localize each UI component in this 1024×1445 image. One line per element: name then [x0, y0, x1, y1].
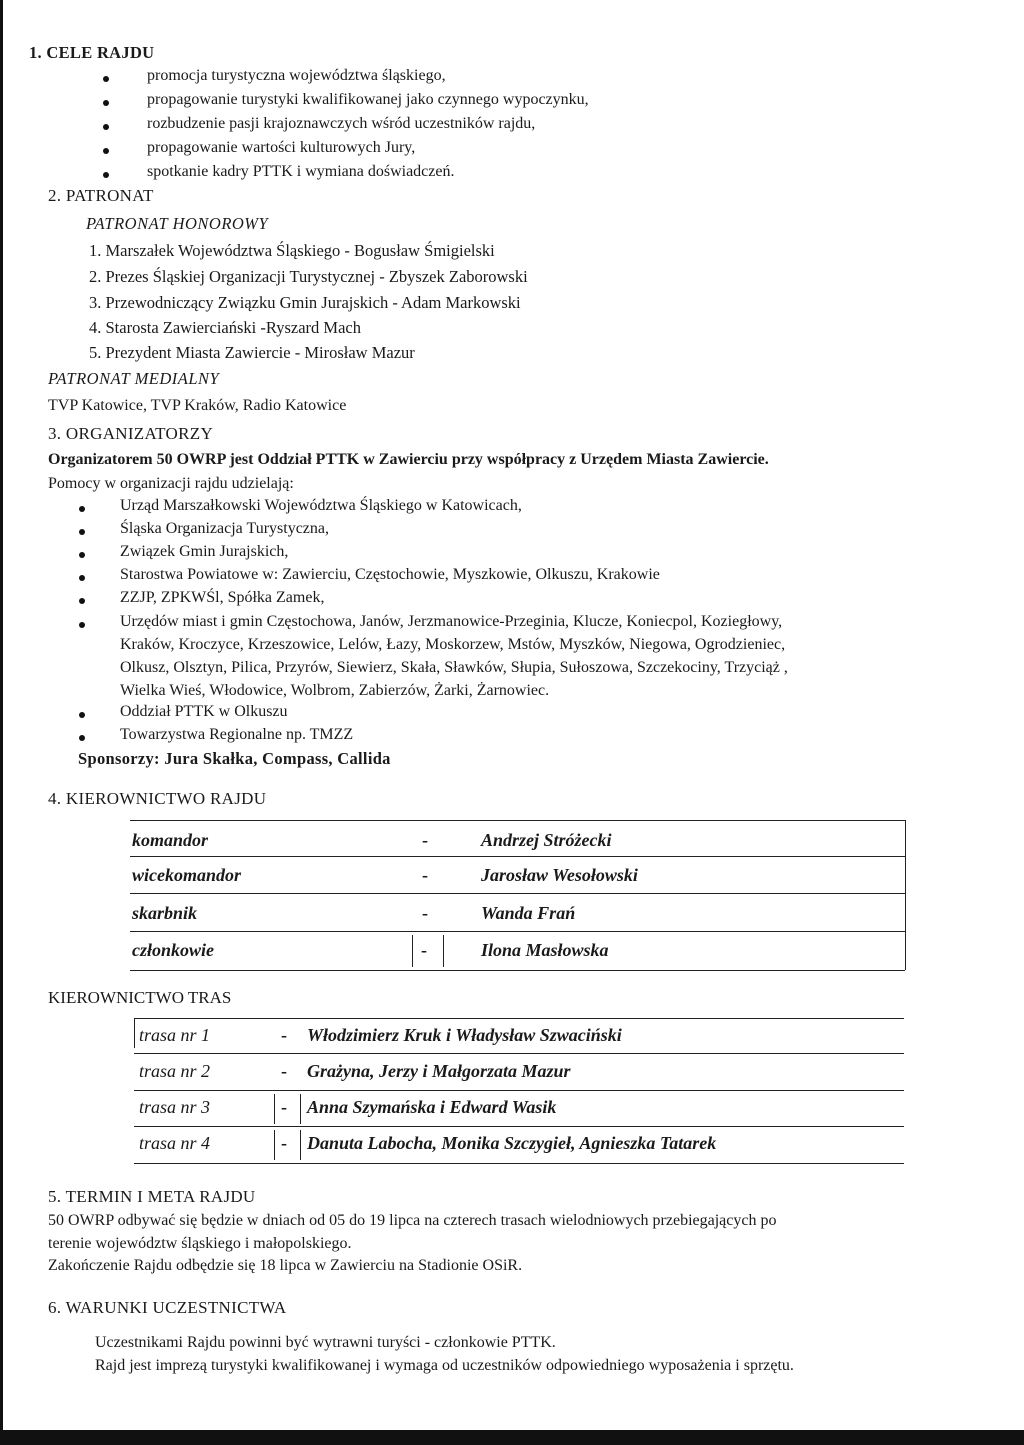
separator: - — [421, 940, 427, 960]
cities-line: Olkusz, Olsztyn, Pilica, Przyrów, Siewierz, Skała, Sławków, Słupia, Sułoszowa, Szczekociny, Trzyciąż , — [120, 659, 788, 676]
goal-item: spotkanie kadry PTTK i wymiana doświadczeń. — [147, 163, 455, 180]
cities-line: Wielka Wieś, Włodowice, Wolbrom, Zabierzów, Żarki, Żarnowiec. — [120, 682, 550, 699]
bullet-icon — [79, 598, 85, 604]
section-title-goals: 1. CELE RAJDU — [29, 43, 155, 62]
table-rule — [134, 1163, 904, 1164]
helper-item: Śląska Organizacja Turystyczna, — [120, 520, 329, 537]
route-leaders: Grażyna, Jerzy i Małgorzata Mazur — [307, 1061, 571, 1081]
table-rule — [130, 931, 905, 932]
organizer-statement: Organizatorem 50 OWRP jest Oddział PTTK w Zawierciu przy współpracy z Urzędem Miasta Zawiercie. — [48, 451, 769, 468]
table-rule — [134, 1018, 135, 1048]
separator: - — [281, 1097, 287, 1117]
bullet-icon — [103, 100, 109, 106]
route-leaders: Włodzimierz Kruk i Władysław Szwaciński — [307, 1025, 622, 1045]
bullet-icon — [79, 506, 85, 512]
bullet-icon — [79, 529, 85, 535]
route-label: trasa nr 3 — [139, 1097, 211, 1117]
honorary-patron: 2. Prezes Śląskiej Organizacji Turystycznej - Zbyszek Zaborowski — [89, 267, 528, 286]
table-rule — [134, 1090, 904, 1091]
role-label: wicekomandor — [132, 865, 242, 885]
table-rule — [412, 935, 413, 967]
table-rule — [443, 935, 444, 967]
section-title-management: 4. KIEROWNICTWO RAJDU — [48, 789, 267, 808]
bullet-icon — [79, 712, 85, 718]
table-rule — [300, 1130, 301, 1160]
person-name: Andrzej Stróżecki — [481, 830, 612, 850]
person-name: Jarosław Wesołowski — [481, 865, 638, 885]
role-label: komandor — [132, 830, 209, 850]
route-leaders: Anna Szymańska i Edward Wasik — [307, 1097, 557, 1117]
media-patronage-title: PATRONAT MEDIALNY — [48, 369, 220, 388]
table-rule — [134, 1053, 904, 1054]
table-rule — [130, 893, 905, 894]
table-rule — [130, 820, 905, 821]
table-rule — [130, 970, 905, 971]
route-label: trasa nr 4 — [139, 1133, 211, 1153]
separator: - — [422, 830, 428, 850]
separator: - — [281, 1061, 287, 1081]
cities-line: Kraków, Kroczyce, Krzeszowice, Lelów, Łazy, Moskorzew, Mstów, Myszków, Niegowa, Ogrodzieniec, — [120, 636, 786, 653]
table-rule — [134, 1018, 904, 1019]
table-rule — [130, 856, 905, 857]
sponsors: Sponsorzy: Jura Skałka, Compass, Callida — [78, 749, 391, 768]
section-title-dates: 5. TERMIN I META RAJDU — [48, 1187, 256, 1206]
bullet-icon — [103, 76, 109, 82]
bullet-icon — [103, 124, 109, 130]
separator: - — [422, 865, 428, 885]
honorary-patron: 4. Starosta Zawierciański -Ryszard Mach — [89, 318, 361, 337]
person-name: Ilona Masłowska — [481, 940, 609, 960]
helper-item: Oddział PTTK w Olkuszu — [120, 703, 288, 720]
help-intro: Pomocy w organizacji rajdu udzielają: — [48, 475, 294, 492]
helper-item: ZZJP, ZPKWŚl, Spółka Zamek, — [120, 589, 325, 606]
cities-line: Urzędów miast i gmin Częstochowa, Janów, Jerzmanowice-Przeginia, Klucze, Koniecpol, Koziegłowy, — [120, 613, 783, 630]
table-rule — [274, 1094, 275, 1124]
honorary-patron: 1. Marszałek Województwa Śląskiego - Bogusław Śmigielski — [89, 241, 495, 260]
role-label: członkowie — [132, 940, 215, 960]
helper-item: Urząd Marszałkowski Województwa Śląskiego w Katowicach, — [120, 497, 522, 514]
person-name: Wanda Frań — [481, 903, 576, 923]
bullet-icon — [79, 622, 85, 628]
dates-line: Zakończenie Rajdu odbędzie się 18 lipca w Zawierciu na Stadionie OSiR. — [48, 1257, 523, 1274]
helper-item: Towarzystwa Regionalne np. TMZZ — [120, 726, 354, 743]
honorary-patron: 5. Prezydent Miasta Zawiercie - Mirosław Mazur — [89, 343, 415, 362]
helper-item: Związek Gmin Jurajskich, — [120, 543, 289, 560]
goal-item: propagowanie turystyki kwalifikowanej jako czynnego wypoczynku, — [147, 91, 589, 108]
goal-item: propagowanie wartości kulturowych Jury, — [147, 139, 416, 156]
separator: - — [281, 1025, 287, 1045]
route-label: trasa nr 2 — [139, 1061, 211, 1081]
section-title-organizers: 3. ORGANIZATORZY — [48, 424, 214, 443]
separator: - — [281, 1133, 287, 1153]
role-label: skarbnik — [132, 903, 198, 923]
scan-bottom-edge — [0, 1430, 1024, 1445]
goal-item: rozbudzenie pasji krajoznawczych wśród uczestników rajdu, — [147, 115, 536, 132]
section-title-conditions: 6. WARUNKI UCZESTNICTWA — [48, 1298, 287, 1317]
honorary-patron: 3. Przewodniczący Związku Gmin Jurajskich - Adam Markowski — [89, 293, 521, 312]
table-rule — [905, 820, 906, 970]
table-rule — [134, 1126, 904, 1127]
bullet-icon — [79, 552, 85, 558]
dates-line: 50 OWRP odbywać się będzie w dniach od 05 do 19 lipca na czterech trasach wielodniowych przebiegających po — [48, 1212, 777, 1229]
bullet-icon — [103, 148, 109, 154]
route-leaders: Danuta Labocha, Monika Szczygieł, Agnieszka Tatarek — [307, 1133, 717, 1153]
bullet-icon — [79, 735, 85, 741]
conditions-line: Uczestnikami Rajdu powinni być wytrawni turyści - członkowie PTTK. — [95, 1334, 556, 1351]
route-label: trasa nr 1 — [139, 1025, 211, 1045]
goal-item: promocja turystyczna województwa śląskiego, — [147, 67, 446, 84]
table-rule — [300, 1094, 301, 1124]
helper-item: Starostwa Powiatowe w: Zawierciu, Częstochowie, Myszkowie, Olkuszu, Krakowie — [120, 566, 660, 583]
media-patrons: TVP Katowice, TVP Kraków, Radio Katowice — [48, 397, 347, 414]
routes-management-title: KIEROWNICTWO TRAS — [48, 988, 232, 1007]
separator: - — [422, 903, 428, 923]
honorary-patronage-title: PATRONAT HONOROWY — [86, 214, 269, 233]
section-title-patronage: 2. PATRONAT — [48, 186, 154, 205]
dates-line: terenie województw śląskiego i małopolskiego. — [48, 1235, 352, 1252]
bullet-icon — [79, 575, 85, 581]
bullet-icon — [103, 172, 109, 178]
table-rule — [274, 1130, 275, 1160]
conditions-line: Rajd jest imprezą turystyki kwalifikowanej i wymaga od uczestników odpowiedniego wyposażenia i sprzętu. — [95, 1357, 794, 1374]
